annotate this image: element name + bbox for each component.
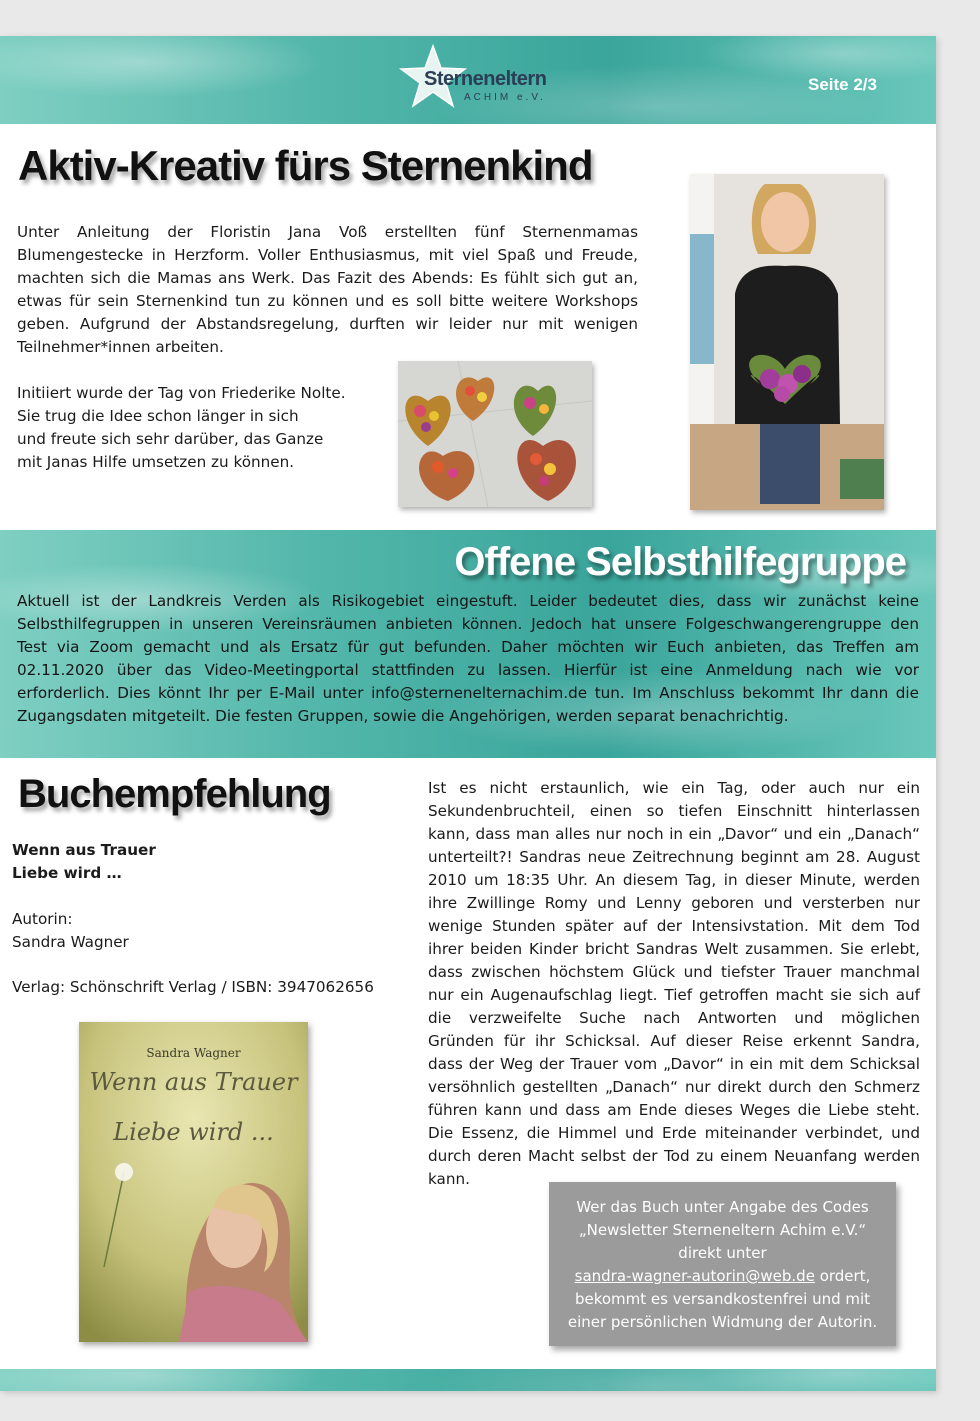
text-line: dass der Weg der Trauer vom „Davor“ in ein mit dem Schicksal: [428, 1055, 920, 1073]
dandelion: [115, 1163, 133, 1181]
text-line: Test via Zoom gemacht und als Ersatz für gut befunden. Daher möchten wir Euch anbieten, das Treffen am: [17, 638, 919, 656]
header-banner: [0, 36, 936, 124]
author-email-link[interactable]: sandra-wagner-autorin@web.de: [574, 1267, 815, 1285]
text-line: und freute sich sehr darüber, das Ganze: [17, 430, 324, 448]
article-title-selbsthilfegruppe: Offene Selbsthilfegruppe: [454, 540, 906, 584]
text-line: 2010 um 18:35 Uhr. An diesem Tag, in dieser Minute, werden: [428, 871, 920, 889]
newsletter-page: [0, 36, 936, 1391]
text-line: nur ein Augenaufschlag liegt. Tief getroffen macht sie sich auf: [428, 986, 920, 1004]
cover-title-line-1: Wenn aus Trauer: [89, 1068, 298, 1096]
article-body-initiiert: [17, 382, 387, 474]
text-line: durch deren Macht selbst der Tod zu einem Neuanfang werden: [428, 1147, 920, 1165]
author-name: Sandra Wagner: [12, 933, 129, 951]
text-line: machten sich die Mamas ans Werk. Das Fazit des Abends: Es fühlt sich gut an,: [17, 269, 638, 287]
page-number: Seite 2/3: [808, 75, 877, 94]
order-note-box: [549, 1182, 896, 1346]
note-line: direkt unter: [678, 1244, 767, 1262]
text-line: Sekundenbruchteil, einen so tiefen Einschnitt hinterlassen: [428, 802, 920, 820]
text-line: ihre Zwillinge Romy und Lenny geboren und versterben nur: [428, 894, 920, 912]
text-line: Sie trug die Idee schon länger in sich: [17, 407, 299, 425]
logo: [398, 44, 548, 110]
text-line: Teilnehmer*innen arbeiten.: [17, 338, 224, 356]
cover-title-line-2: Liebe wird ...: [113, 1118, 274, 1146]
text-line: kann, dass man alles nur noch in ein „Davor“ und ein „Danach“: [428, 825, 920, 843]
text-line: erforderlich. Dies könnt Ihr per E-Mail unter info@sternenelternachim.de tun. Im Anschluss bekommt Ihr dann die: [17, 684, 919, 702]
note-line-suffix: ordert,: [814, 1267, 871, 1285]
text-line: kann.: [428, 1170, 470, 1188]
article-body-aktiv-kreativ: [17, 221, 638, 359]
text-line: Initiiert wurde der Tag von Friederike Nolte.: [17, 384, 346, 402]
note-line: Wer das Buch unter Angabe des Codes: [576, 1198, 869, 1216]
book-publisher: Verlag: Schönschrift Verlag / ISBN: 3947062656: [12, 978, 374, 996]
book-title: [12, 839, 156, 885]
text-line: Aktuell ist der Landkreis Verden als Risikogebiet eingestuft. Leider bedeutet dies, dass wir zunächst keine: [17, 592, 919, 610]
text-line: führen kann und dass am Ende dieses Weges die Liebe steht.: [428, 1101, 920, 1119]
florist-photo: [690, 174, 884, 510]
article-title-buchempfehlung: Buchempfehlung: [18, 772, 331, 816]
text-line: Gründen für ihr Schicksal. Auf dieser Reise erkennt Sandra,: [428, 1032, 920, 1050]
cover-author: Sandra Wagner: [146, 1046, 241, 1060]
text-line: Ist es nicht erstaunlich, wie ein Tag, oder auch nur ein: [428, 779, 920, 797]
note-line: bekommt es versandkostenfrei und mit: [574, 1290, 871, 1308]
text-line: Die Essenz, die Himmel und Erde miteinander verbindet, und: [428, 1124, 920, 1142]
text-line: geben. Aufgrund der Abstandsregelung, durften wir leider nur mit wenigen: [17, 315, 638, 333]
note-line: einer persönlichen Widmung der Autorin.: [567, 1313, 878, 1331]
book-author: [12, 908, 129, 954]
book-cover: [79, 1022, 308, 1342]
text-line: etwas für sein Sternenkind tun zu können und es soll bitte weitere Workshops: [17, 292, 638, 310]
footer-banner: [0, 1369, 936, 1391]
text-line: mit Janas Hilfe umsetzen zu können.: [17, 453, 295, 471]
author-label: Autorin:: [12, 910, 73, 928]
logo-subtitle: ACHIM e.V.: [464, 92, 546, 103]
book-description: [428, 777, 920, 1191]
selbsthilfegruppe-band: [0, 530, 936, 758]
article-body-selbsthilfegruppe: [17, 590, 919, 728]
text-line: Selbsthilfegruppen in unseren Vereinsräumen anbieten können. Jedoch hat unsere Folgeschwangerengruppe den: [17, 615, 919, 633]
logo-text: Sterneneltern: [424, 68, 547, 90]
text-line: ihrer beiden Kinder bricht Sandras Welt zusammen. Sie erlebt,: [428, 940, 920, 958]
book-title-line: Wenn aus Trauer: [12, 841, 156, 859]
text-line: dass zwischen höchstem Glück und tiefster Trauer manchmal: [428, 963, 920, 981]
text-line: Blumengestecke in Herzform. Voller Enthusiasmus, mit viel Spaß und Freude,: [17, 246, 638, 264]
text-line: Unter Anleitung der Floristin Jana Voß erstellten fünf Sternenmamas: [17, 223, 638, 241]
note-line: [549, 1265, 896, 1288]
text-line: die verzweifelte Suche nach Antworten und möglichen: [428, 1009, 920, 1027]
note-line: „Newsletter Sterneneltern Achim e.V.“: [578, 1221, 867, 1239]
article-title-aktiv-kreativ: Aktiv-Kreativ fürs Sternenkind: [18, 142, 593, 189]
flower-hearts-photo: [398, 361, 592, 507]
text-line: wenige Stunden später auf der Intensivstation. Mit dem Tod: [428, 917, 920, 935]
text-line: 02.11.2020 über das Video-Meetingportal stattfinden zu lassen. Hierfür ist eine Anmeldung nach wie vor: [17, 661, 919, 679]
text-line: Zugangsdaten mitgeteilt. Die festen Gruppen, sowie die Angehörigen, werden separat benachrichtig.: [17, 707, 789, 725]
text-line: unterteilt?! Sandras neue Zeitrechnung beginnt am 28. August: [428, 848, 920, 866]
text-line: versöhnlich gestellten „Danach“ nur direkt durch den Schmerz: [428, 1078, 920, 1096]
book-title-line: Liebe wird …: [12, 864, 122, 882]
